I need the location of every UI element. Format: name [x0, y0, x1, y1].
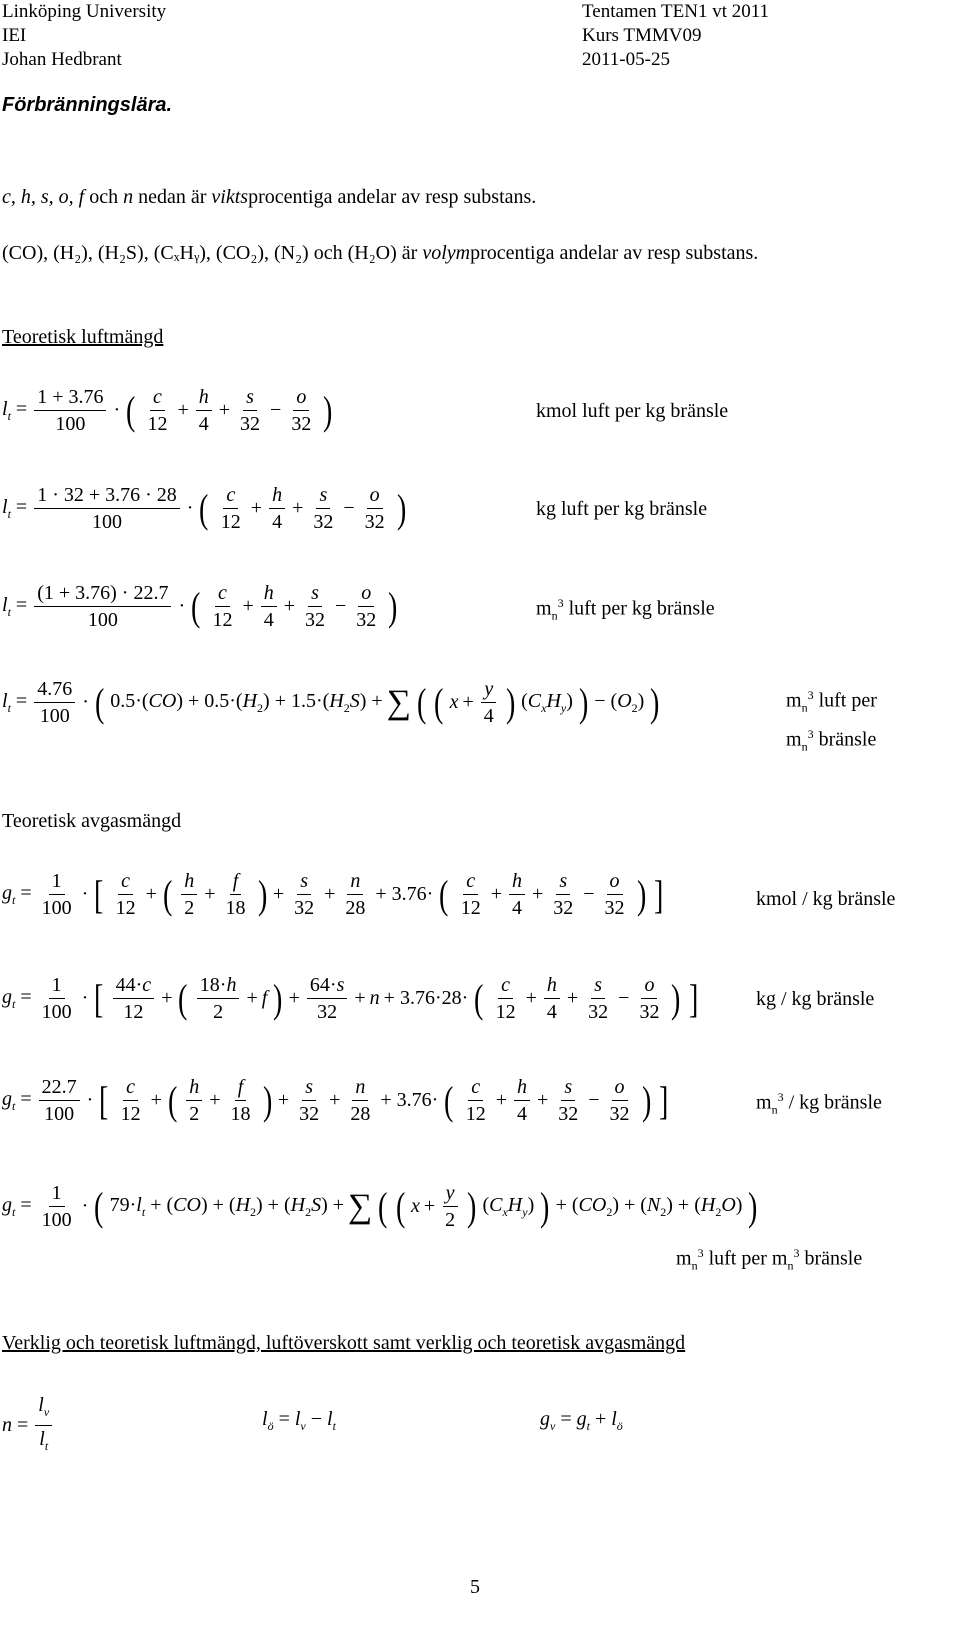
intro-em: vikts — [211, 186, 249, 208]
header-university: Linköping University — [2, 1, 167, 22]
section-heading-avgas: Teoretisk avgasmängd — [2, 810, 182, 832]
intro2-text: (CO), (H₂), (H₂S), (CₓHᵧ), (CO₂), (N₂) och (H₂O) är — [2, 242, 423, 264]
intro2-em: volym — [422, 242, 471, 264]
equation-gt-kg: $g_t$ = $\frac{1}{100}$ · [ $\frac{44\cdot c}{12}$ + ( $\frac{18\cdot h}{2}$ + f ) + $\frac{64\cdot s}{32}$ + n + 3.76·28· ( $\frac{c}{12}$ + $\frac{h}{4}$ + $\frac{s}{32}$ − $\frac{o}{32}$ ) ] — [2, 974, 699, 1023]
header-author: Johan Hedbrant — [2, 49, 122, 70]
equation-gt-volym: $g_t$ = $\frac{1}{100}$ · ( $79\cdot l_t + (CO) + (H_2) + (H_2S)$ + ∑ ( ( x + $\frac{y}{2}$ ) $(C_xH_y)$ ) + $(CO_2) + (N_2) + (H_2O)$ ) — [2, 1182, 758, 1231]
equation-gt-mn3: $g_t$ = $\frac{22.7}{100}$ · [ $\frac{c}{12}$ + ( $\frac{h}{2}$ + $\frac{f}{18}$ ) + $\frac{s}{32}$ + $\frac{n}{28}$ + 3.76· ( $\frac{c}{12}$ + $\frac{h}{4}$ + $\frac{s}{32}$ − $\frac{o}{32}$ ) ] — [2, 1076, 669, 1125]
intro2-text2: procentiga andelar av resp substans. — [470, 242, 759, 264]
equation-lt-mn3: $l_t$ = $\frac{(1 + 3.76) \cdot 22.7}{100}$ · ( $\frac{c}{12}$ + $\frac{h}{4}$ + $\frac{s}{32}$ − $\frac{o}{32}$ ) — [2, 582, 398, 631]
equation-lt-volym: $l_t$ = $\frac{4.76}{100}$ · ( $0.5\cdot(CO) + 0.5\cdot(H_2) + 1.5\cdot(H_2S)$ + ∑ ( ( x + $\frac{y}{4}$ ) $(C_xH_y)$ ) − $(O_2)$ ) — [2, 678, 660, 727]
page-title: Förbränningslära. — [2, 94, 173, 116]
intro-line-2 — [2, 242, 758, 265]
intro-text: och — [84, 186, 124, 208]
header-date: 2011-05-25 — [582, 49, 670, 70]
header-left — [2, 0, 166, 72]
unit-3: $m_n^3$ luft per kg bränsle — [536, 596, 715, 623]
section-heading-luft: Teoretisk luftmängd — [2, 326, 164, 348]
header-exam: Tentamen TEN1 vt 2011 — [582, 1, 770, 22]
unit-5: kmol / kg bränsle — [756, 888, 896, 910]
section-heading-verklig: Verklig och teoretisk luftmängd, luftöverskott samt verklig och teoretisk avgasmängd — [2, 1332, 686, 1354]
unit-8: $m_n^3$ luft per $m_n^3$ bränsle — [676, 1246, 863, 1273]
unit-6: kg / kg bränsle — [756, 988, 875, 1010]
header-course: Kurs TMMV09 — [582, 25, 702, 46]
header-dept: IEI — [2, 25, 27, 46]
equation-lo: $l_ö = l_v - l_t$ — [262, 1408, 336, 1433]
equation-lt-kg: $l_t$ = $\frac{1 \cdot 32 + 3.76 \cdot 28}{100}$ · ( $\frac{c}{12}$ + $\frac{h}{4}$ + $\frac{s}{32}$ − $\frac{o}{32}$ ) — [2, 484, 406, 533]
intro-n: n — [123, 186, 134, 208]
intro-text3: procentiga andelar av resp substans. — [248, 186, 537, 208]
page-number: 5 — [470, 1576, 480, 1598]
intro-vars: c, h, s, o, f — [2, 186, 85, 208]
unit-4: $m_n^3$ luft per $m_n^3$ bränsle — [786, 688, 877, 754]
equation-gt-kmol: $g_t$ = $\frac{1}{100}$ · [ $\frac{c}{12}$ + ( $\frac{h}{2}$ + $\frac{f}{18}$ ) + $\frac{s}{32}$ + $\frac{n}{28}$ + 3.76· ( $\frac{c}{12}$ + $\frac{h}{4}$ + $\frac{s}{32}$ − $\frac{o}{32}$ ) ] — [2, 870, 664, 919]
unit-2: kg luft per kg bränsle — [536, 498, 708, 520]
equation-gv: $g_v = g_t + l_ö$ — [540, 1408, 623, 1433]
header-right — [582, 0, 769, 72]
unit-1: kmol luft per kg bränsle — [536, 400, 729, 422]
equation-lt-kmol: $l_t$ = $\frac{1 + 3.76}{100}$ · ( $\frac{c}{12}$ + $\frac{h}{4}$ + $\frac{s}{32}$ − $\frac{o}{32}$ ) — [2, 386, 333, 435]
intro-line-1 — [2, 186, 536, 209]
equation-n: n = $\frac{l_v}{l_t}$ — [2, 1392, 55, 1459]
intro-text2: nedan är — [133, 186, 212, 208]
unit-7: $m_n^3$ / kg bränsle — [756, 1090, 882, 1117]
